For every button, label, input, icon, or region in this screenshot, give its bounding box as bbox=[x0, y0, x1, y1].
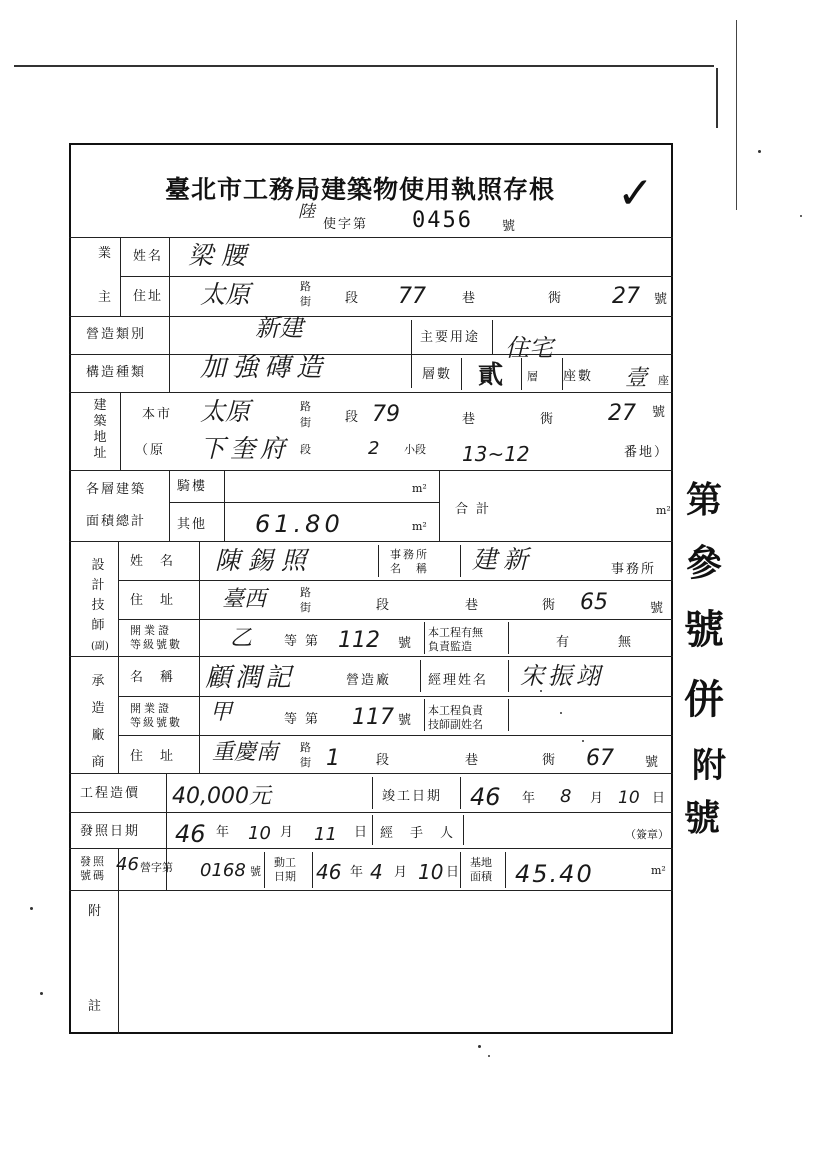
rule bbox=[460, 545, 461, 577]
contractor-addr-district: 段 bbox=[376, 753, 392, 768]
rule bbox=[69, 470, 673, 471]
total-unit: m² bbox=[656, 504, 671, 517]
scan-speck bbox=[800, 215, 802, 217]
rule bbox=[508, 699, 509, 731]
rule bbox=[69, 812, 673, 813]
rule bbox=[312, 852, 313, 888]
rule bbox=[372, 815, 373, 845]
rule bbox=[169, 470, 170, 541]
contractor-tech-label-1: 本工程負責 bbox=[428, 704, 483, 717]
designer-name-label: 姓 名 bbox=[130, 554, 176, 569]
complete-month-label: 月 bbox=[590, 791, 606, 806]
site-road: 路 bbox=[300, 400, 311, 413]
area-label-top: 各層建築 bbox=[86, 482, 147, 497]
rule bbox=[120, 392, 121, 470]
rule bbox=[521, 358, 522, 390]
contractor-addr-district-value: 1 bbox=[326, 746, 340, 771]
site-small-district: 小段 bbox=[404, 443, 426, 456]
rule bbox=[120, 237, 121, 316]
designer-label-4: 師 bbox=[91, 618, 105, 633]
base-label-1: 基地 bbox=[470, 856, 492, 869]
contractor-addr-city: 重慶南 bbox=[212, 740, 279, 765]
site-label-3: 地 bbox=[93, 430, 107, 445]
rule bbox=[463, 815, 464, 845]
permit-prefix: 使字第 bbox=[323, 217, 369, 232]
site-section-label bbox=[93, 398, 107, 462]
rule bbox=[69, 773, 673, 774]
seats-value: 壹 bbox=[625, 366, 648, 391]
designer-office-label-1: 事務所 bbox=[390, 548, 429, 561]
owner-label-1: 業 bbox=[98, 246, 114, 261]
margin-char-6: 號 bbox=[684, 797, 721, 839]
designer-cert-no-label: 號 bbox=[398, 636, 414, 651]
complete-label: 竣工日期 bbox=[382, 789, 443, 804]
site-city-value: 太原 bbox=[200, 397, 251, 426]
contractor-addr-lane: 巷 bbox=[465, 753, 481, 768]
owner-addr-lane: 巷 bbox=[462, 291, 478, 306]
site-no-value: 27 bbox=[608, 401, 636, 426]
rule bbox=[169, 316, 170, 392]
seats-label: 座數 bbox=[563, 369, 594, 384]
designer-addr-no: 號 bbox=[650, 601, 666, 616]
site-lane: 巷 bbox=[462, 412, 478, 427]
rule bbox=[69, 237, 673, 238]
site-street: 街 bbox=[300, 416, 311, 429]
total-label: 合計 bbox=[455, 502, 498, 517]
designer-supervise-has: 有 bbox=[556, 635, 572, 650]
designer-office-suffix: 事務所 bbox=[611, 562, 657, 577]
start-year-label: 年 bbox=[350, 865, 366, 880]
start-year: 46 bbox=[316, 860, 342, 884]
scan-speck bbox=[30, 907, 33, 910]
rule bbox=[120, 276, 673, 277]
contractor-addr-alley: 衖 bbox=[542, 753, 558, 768]
owner-addr-street: 街 bbox=[300, 295, 311, 308]
permit-stamp: 陸 bbox=[298, 202, 315, 222]
arcade-label: 騎樓 bbox=[177, 479, 208, 494]
contractor-addr-road: 路 bbox=[300, 741, 311, 754]
contractor-name-value: 顧潤記 bbox=[205, 663, 296, 693]
designer-cert-grade-label: 等第 bbox=[284, 634, 327, 649]
contractor-label-4: 商 bbox=[91, 755, 105, 770]
complete-month: 8 bbox=[560, 786, 572, 807]
designer-addr-no-value: 65 bbox=[580, 590, 608, 615]
contractor-cert-label-1: 開業證 bbox=[130, 702, 172, 715]
base-label-2: 面積 bbox=[470, 870, 492, 883]
cost-value: 40,000元 bbox=[172, 784, 271, 809]
rule bbox=[508, 660, 509, 692]
construction-use-value: 住宅 bbox=[505, 334, 553, 362]
owner-addr-district: 段 bbox=[345, 291, 361, 306]
site-label-4: 址 bbox=[93, 446, 107, 461]
rule bbox=[69, 354, 673, 355]
contractor-cert-no-value: 117 bbox=[352, 705, 394, 730]
construction-type-value: 新建 bbox=[255, 314, 303, 342]
bp-label-2: 號碼 bbox=[80, 869, 106, 882]
designer-supervise-label-1: 本工程有無 bbox=[428, 626, 483, 639]
site-city-label: 本市 bbox=[142, 407, 173, 422]
contractor-label-2: 造 bbox=[91, 701, 105, 716]
site-orig-label: （原 bbox=[135, 443, 166, 458]
base-unit: m² bbox=[651, 864, 666, 877]
complete-day-label: 日 bbox=[652, 791, 668, 806]
margin-char-5: 附 bbox=[692, 746, 726, 786]
margin-char-4: 併 bbox=[684, 676, 724, 723]
contractor-manager-label: 經理姓名 bbox=[428, 673, 489, 688]
contractor-manager-value: 宋振翊 bbox=[520, 662, 604, 690]
issue-month: 10 bbox=[248, 823, 271, 844]
rule bbox=[169, 502, 439, 503]
scan-speck bbox=[540, 690, 542, 692]
designer-label-1: 設 bbox=[91, 558, 105, 573]
contractor-cert-grade: 甲 bbox=[210, 700, 233, 725]
designer-addr-road: 路 bbox=[300, 586, 311, 599]
rule bbox=[199, 541, 200, 773]
issue-day: 11 bbox=[314, 824, 337, 845]
owner-addr-alley: 衖 bbox=[548, 291, 564, 306]
rule bbox=[118, 696, 673, 697]
contractor-addr-no-value: 67 bbox=[586, 746, 614, 771]
designer-office-label-2: 名 稱 bbox=[390, 562, 429, 575]
designer-addr-district: 段 bbox=[376, 598, 392, 613]
contractor-cert-grade-label: 等第 bbox=[284, 712, 327, 727]
bp-no-value: 0168 bbox=[200, 860, 246, 881]
designer-name-value: 陳錫照 bbox=[215, 546, 315, 575]
contractor-label-1: 承 bbox=[91, 674, 105, 689]
rule bbox=[505, 852, 506, 888]
bp-prefix-label: 營字第 bbox=[140, 861, 173, 874]
area-label-bottom: 面積總計 bbox=[86, 514, 147, 529]
rule bbox=[69, 392, 673, 393]
contractor-cert-no-label: 號 bbox=[398, 713, 414, 728]
rule bbox=[372, 777, 373, 809]
rule bbox=[411, 320, 412, 388]
contractor-name-label: 名 稱 bbox=[130, 670, 176, 685]
site-lot-value: 13~12 bbox=[462, 442, 530, 466]
rule bbox=[69, 541, 673, 542]
scan-speck bbox=[560, 712, 562, 714]
rule bbox=[69, 656, 673, 657]
arcade-unit: m² bbox=[412, 482, 427, 495]
bp-no-label: 號 bbox=[250, 865, 261, 878]
other-label: 其他 bbox=[177, 517, 208, 532]
owner-addr-road: 路 bbox=[300, 280, 311, 293]
rule bbox=[224, 470, 225, 541]
rule bbox=[69, 848, 673, 849]
start-label-1: 動工 bbox=[274, 856, 296, 869]
permit-suffix: 號 bbox=[502, 219, 518, 234]
rule bbox=[264, 852, 265, 888]
margin-char-1: 第 bbox=[686, 479, 723, 521]
start-month-label: 月 bbox=[394, 865, 410, 880]
rule bbox=[118, 580, 673, 581]
scan-speck bbox=[488, 1055, 490, 1057]
rule bbox=[439, 470, 440, 541]
construction-type-label: 營造類別 bbox=[86, 327, 147, 342]
designer-cert-grade: 乙 bbox=[230, 626, 253, 651]
contractor-tech-label-2: 技師副姓名 bbox=[428, 718, 483, 731]
contractor-label-3: 廠 bbox=[91, 728, 105, 743]
rule bbox=[118, 619, 673, 620]
site-lot-label: 番地） bbox=[624, 445, 670, 460]
remarks-label-1: 附 bbox=[88, 904, 104, 919]
rule bbox=[460, 777, 461, 809]
designer-label-5: (副) bbox=[91, 641, 109, 652]
rule bbox=[69, 316, 673, 317]
sign-label: （簽章） bbox=[625, 828, 669, 841]
handler-label: 經 手 人 bbox=[380, 826, 456, 841]
site-district: 段 bbox=[345, 410, 361, 425]
designer-label-2: 計 bbox=[91, 578, 105, 593]
designer-cert-label-2: 等級號數 bbox=[130, 638, 182, 651]
scan-right-edge-2 bbox=[736, 20, 737, 210]
owner-label-2: 主 bbox=[98, 290, 114, 305]
contractor-cert-label-2: 等級號數 bbox=[130, 716, 182, 729]
complete-year-label: 年 bbox=[522, 791, 538, 806]
scan-top-edge bbox=[14, 65, 714, 67]
designer-label-3: 技 bbox=[91, 598, 105, 613]
scan-speck bbox=[478, 1045, 481, 1048]
bp-label-1: 發照 bbox=[80, 855, 106, 868]
designer-addr-lane: 巷 bbox=[465, 598, 481, 613]
scan-speck bbox=[40, 992, 43, 995]
designer-addr-label: 住 址 bbox=[130, 593, 176, 608]
floors-label: 層數 bbox=[422, 367, 453, 382]
site-alley: 衖 bbox=[540, 412, 556, 427]
site-orig-value: 下奎府 bbox=[200, 434, 291, 463]
start-day-label: 日 bbox=[446, 865, 462, 880]
rule bbox=[424, 699, 425, 731]
rule bbox=[508, 622, 509, 654]
issue-day-label: 日 bbox=[354, 825, 370, 840]
designer-cert-no-value: 112 bbox=[338, 628, 380, 653]
rule bbox=[378, 545, 379, 577]
owner-name-value: 梁 腰 bbox=[188, 241, 246, 270]
base-value: 45.40 bbox=[515, 860, 594, 888]
designer-supervise-label-2: 負責監造 bbox=[428, 640, 472, 653]
complete-year: 46 bbox=[470, 783, 501, 811]
contractor-name-suffix: 營造廠 bbox=[346, 673, 392, 688]
rule bbox=[492, 320, 493, 354]
designer-addr-alley: 衖 bbox=[542, 598, 558, 613]
owner-addr-city: 太原 bbox=[200, 280, 251, 309]
site-lane-value: 79 bbox=[372, 402, 400, 427]
margin-char-2: 參 bbox=[686, 542, 723, 584]
document-title: 臺北市工務局建築物使用執照存根 bbox=[165, 175, 556, 204]
structure-label: 構造種類 bbox=[86, 365, 147, 380]
designer-supervise-none: 無 bbox=[618, 635, 634, 650]
contractor-section-label bbox=[91, 668, 105, 776]
other-value: 61.80 bbox=[255, 510, 344, 538]
remarks-label-2: 註 bbox=[88, 999, 104, 1014]
site-no: 號 bbox=[652, 405, 668, 420]
scan-speck bbox=[582, 740, 584, 742]
cost-label: 工程造價 bbox=[80, 786, 141, 801]
construction-use-label: 主要用途 bbox=[420, 330, 481, 345]
rule bbox=[169, 237, 170, 316]
owner-addr-label: 住址 bbox=[133, 289, 164, 304]
rule bbox=[118, 890, 119, 1034]
site-orig-district: 段 bbox=[300, 443, 311, 456]
rule bbox=[420, 660, 421, 692]
scan-right-edge bbox=[716, 68, 718, 128]
designer-office-value: 建新 bbox=[472, 545, 535, 574]
rule bbox=[69, 890, 673, 891]
rule bbox=[461, 358, 462, 390]
structure-value: 加強磚造 bbox=[200, 353, 329, 383]
issue-label: 發照日期 bbox=[80, 824, 141, 839]
owner-addr-no: 號 bbox=[654, 292, 670, 307]
owner-addr-no-value: 27 bbox=[612, 284, 640, 309]
scan-speck bbox=[758, 150, 761, 153]
start-label-2: 日期 bbox=[274, 870, 296, 883]
issue-year: 46 bbox=[175, 820, 206, 848]
seats-unit: 座 bbox=[658, 374, 669, 387]
margin-char-3: 號 bbox=[684, 606, 724, 653]
site-label-1: 建 bbox=[93, 398, 107, 413]
owner-addr-lane-value: 77 bbox=[398, 284, 426, 309]
designer-cert-label-1: 開業證 bbox=[130, 624, 172, 637]
rule bbox=[118, 735, 673, 736]
complete-day: 10 bbox=[618, 788, 640, 808]
designer-addr-city: 臺西 bbox=[222, 587, 267, 612]
bp-prefix-value: 46 bbox=[116, 854, 139, 875]
contractor-addr-no: 號 bbox=[645, 755, 661, 770]
issue-year-label: 年 bbox=[216, 825, 232, 840]
rule bbox=[118, 541, 119, 773]
owner-name-label: 姓名 bbox=[133, 249, 164, 264]
floors-value: 貳 bbox=[478, 360, 504, 389]
contractor-addr-street: 街 bbox=[300, 756, 311, 769]
start-month: 4 bbox=[370, 860, 383, 884]
other-unit: m² bbox=[412, 520, 427, 533]
issue-month-label: 月 bbox=[280, 825, 296, 840]
floors-unit: 層 bbox=[527, 370, 538, 383]
contractor-addr-label: 住 址 bbox=[130, 749, 176, 764]
site-label-2: 築 bbox=[93, 414, 107, 429]
permit-number: 0456 bbox=[412, 208, 473, 233]
check-mark: ✓ bbox=[617, 168, 654, 219]
start-day: 10 bbox=[418, 860, 444, 884]
designer-addr-street: 街 bbox=[300, 601, 311, 614]
designer-section-label bbox=[91, 556, 109, 657]
rule bbox=[424, 622, 425, 654]
site-orig-district-value: 2 bbox=[368, 438, 380, 459]
